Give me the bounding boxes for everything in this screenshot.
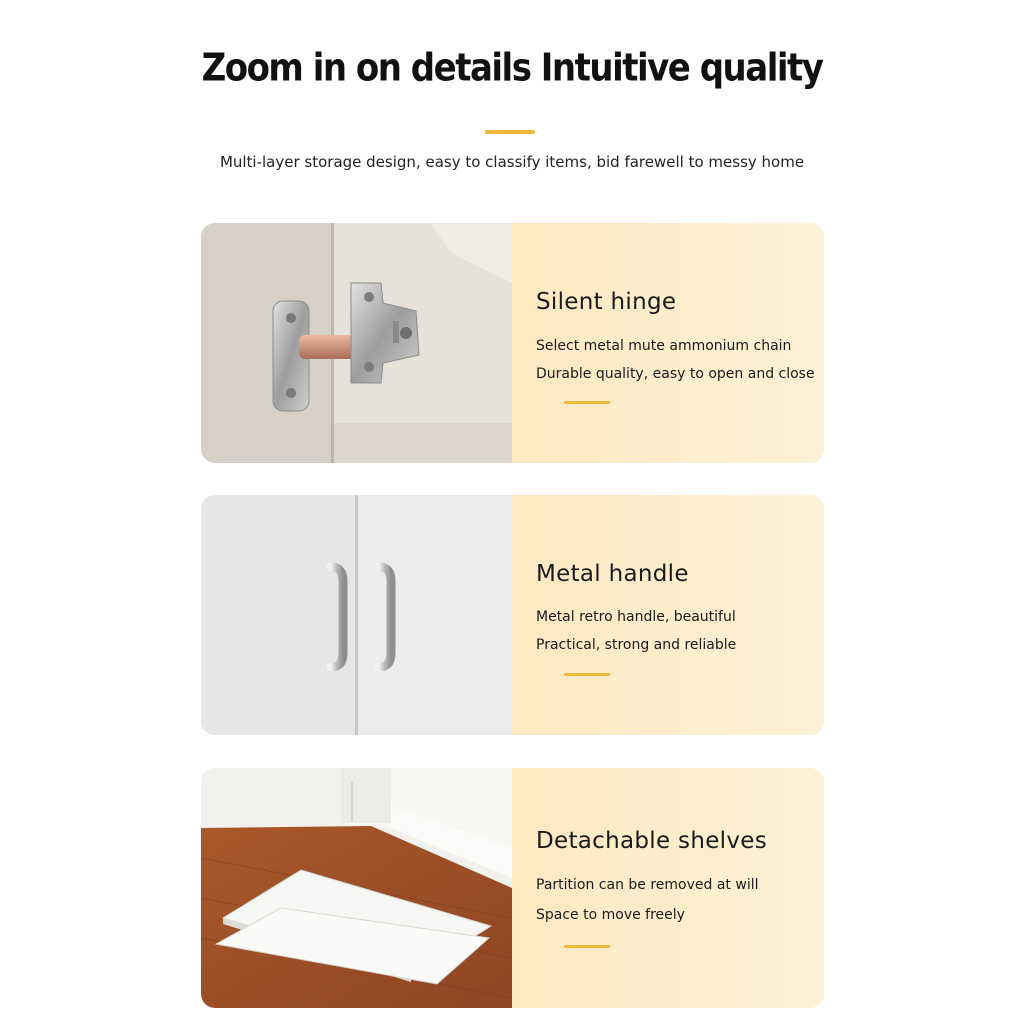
page-title: Zoom in on details Intuitive quality — [201, 45, 823, 91]
page-subtitle: Multi-layer storage design, easy to classify items, bid farewell to messy home — [219, 153, 805, 171]
feature-heading: Metal handle — [536, 561, 689, 587]
feature-line: Practical, strong and reliable — [536, 637, 737, 653]
feature-info-metal-handle — [512, 495, 824, 735]
feature-line: Space to move freely — [536, 907, 685, 923]
feature-card-metal-handle — [201, 495, 824, 735]
handle-photo — [201, 495, 512, 735]
accent-bar — [564, 673, 612, 676]
shelves-photo — [201, 768, 512, 1008]
title-underline — [485, 130, 535, 134]
feature-card-detachable-shelves — [201, 768, 824, 1008]
accent-bar — [564, 401, 612, 404]
feature-line: Durable quality, easy to open and close — [536, 366, 815, 382]
feature-line: Metal retro handle, beautiful — [536, 609, 736, 625]
accent-bar — [564, 945, 612, 948]
hinge-photo — [201, 223, 512, 463]
feature-card-silent-hinge — [201, 223, 824, 463]
feature-line: Partition can be removed at will — [536, 877, 759, 893]
feature-info-detachable-shelves — [512, 768, 824, 1008]
feature-info-silent-hinge — [512, 223, 824, 463]
feature-heading: Detachable shelves — [536, 828, 767, 854]
feature-line: Select metal mute ammonium chain — [536, 338, 792, 354]
feature-heading: Silent hinge — [536, 289, 677, 315]
